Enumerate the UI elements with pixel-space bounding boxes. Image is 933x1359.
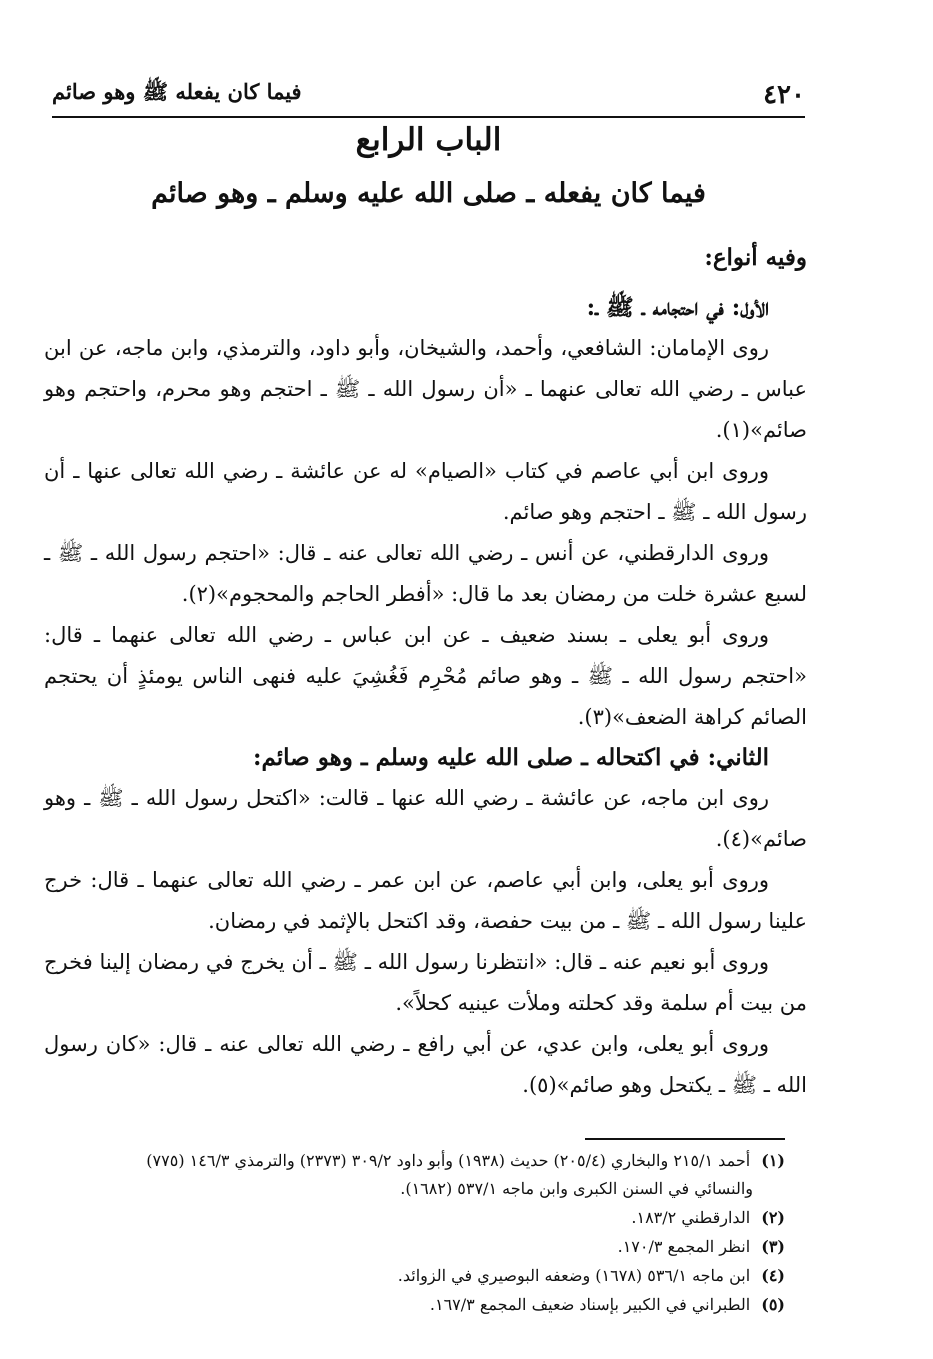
section-heading-kohl: الثاني: في اكتحاله ـ صلى الله عليه وسلم ـ وهو صائم: xyxy=(252,744,769,771)
paragraph: وروى أبو نعيم عنه ـ قال: «انتظرنا رسول الله ـ ﷺ ـ أن يخرج في رمضان إلينا فخرج من بيت أم سلمة وقد كحلته وملأت عينيه كحلاً». xyxy=(44,950,807,1015)
paragraph: وروى أبو يعلى ـ بسند ضعيف ـ عن ابن عباس ـ رضي الله تعالى عنهما ـ قال: «احتجم رسول الله ـ ﷺ ـ وهو صائم مُحْرِم فَغُشِيَ عليه فنهى الناس يومئذٍ أن يحتجم الصائم كراهة الضعف»(٣). xyxy=(44,623,807,729)
page-number: ٤٢٠ xyxy=(763,80,805,110)
header-rule xyxy=(52,116,805,118)
chapter-subtitle: فيما كان يفعله ـ صلى الله عليه وسلم ـ وهو صائم xyxy=(151,178,706,209)
footnote-rule xyxy=(585,1138,785,1140)
footnote-text: أحمد ٢١٥/١ والبخاري (٢٠٥/٤) حديث (١٩٣٨) وأبو داود ٣٠٩/٢ (٢٣٧٣) والترمذي ١٤٦/٣ (٧٧٥) xyxy=(146,1151,751,1170)
footnote-number: (٢) xyxy=(761,1208,785,1227)
paragraph: وروى أبو يعلى، وابن عدي، عن أبي رافع ـ رضي الله تعالى عنه ـ قال: «كان رسول الله ـ ﷺ ـ يكتحل وهو صائم»(٥). xyxy=(44,1032,807,1097)
running-header-title: فيما كان يفعله ﷺ وهو صائم xyxy=(52,79,302,104)
paragraph: وروى ابن أبي عاصم في كتاب «الصيام» له عن عائشة ـ رضي الله تعالى عنها ـ أن رسول الله ـ ﷺ ـ احتجم وهو صائم. xyxy=(44,459,807,524)
chapter-title: الباب الرابع xyxy=(355,122,502,158)
intro-line: وفيه أنواع: xyxy=(704,244,807,271)
footnotes xyxy=(40,1147,785,1320)
footnote xyxy=(40,1147,785,1203)
footnote-number: (٥) xyxy=(761,1295,785,1314)
footnote-number: (٤) xyxy=(761,1266,785,1285)
paragraph: روى الإمامان: الشافعي، وأحمد، والشيخان، وأبو داود، والترمذي، وابن ماجه، عن ابن عباس ـ رضي الله تعالى عنهما ـ «أن رسول الله ـ ﷺ ـ احتجم وهو محرم، واحتجم وهو صائم»(١). xyxy=(44,336,807,442)
footnote-text: الدارقطني ١٨٣/٢. xyxy=(631,1208,751,1227)
body-text xyxy=(44,238,807,1106)
footnote-text: انظر المجمع ١٧٠/٣. xyxy=(617,1237,751,1256)
footnote-text: الطبراني في الكبير بإسناد ضعيف المجمع ١٦٧/٣. xyxy=(429,1295,751,1314)
footnote-number: (١) xyxy=(761,1151,785,1170)
footnote-text-continued: والنسائي في السنن الكبرى وابن ماجه ٥٣٧/١ (١٦٨٢). xyxy=(400,1179,753,1198)
footnote-text: ابن ماجه ٥٣٦/١ (١٦٧٨) وضعفه البوصيري في الزوائد. xyxy=(397,1266,751,1285)
paragraph: وروى الدارقطني، عن أنس ـ رضي الله تعالى عنه ـ قال: «احتجم رسول الله ـ ﷺ ـ لسبع عشرة خلت من رمضان بعد ما قال: «أفطر الحاجم والمحجوم»(٢). xyxy=(44,541,807,606)
footnote xyxy=(40,1262,785,1290)
footnote xyxy=(40,1291,785,1319)
paragraph: وروى أبو يعلى، وابن أبي عاصم، عن ابن عمر ـ رضي الله تعالى عنهما ـ قال: خرج علينا رسول الله ـ ﷺ ـ من بيت حفصة، وقد اكتحل بالإثمد في رمضان. xyxy=(44,868,807,933)
footnote xyxy=(40,1204,785,1232)
section-heading-cupping: الأول: في احتجامه ـ ﷺ ـ: xyxy=(586,294,769,321)
running-header xyxy=(52,66,805,110)
paragraph: روى ابن ماجه، عن عائشة ـ رضي الله عنها ـ قالت: «اكتحل رسول الله ـ ﷺ ـ وهو صائم»(٤). xyxy=(44,786,807,851)
footnote xyxy=(40,1233,785,1261)
footnote-number: (٣) xyxy=(761,1237,785,1256)
